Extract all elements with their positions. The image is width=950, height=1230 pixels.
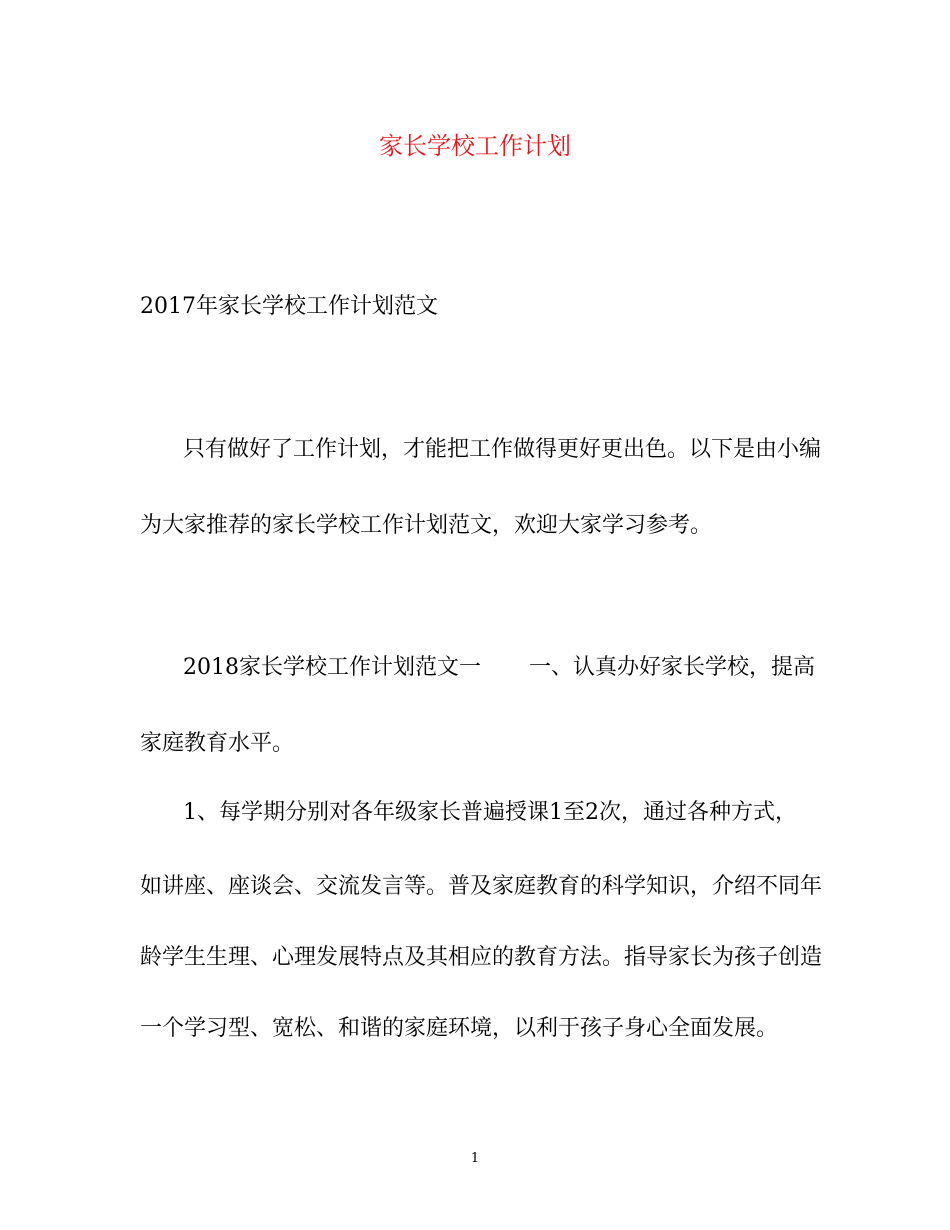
- section-heading-line-2: 家庭教育水平。: [140, 731, 295, 756]
- item1-line-1: 1、每学期分别对各年级家长普遍授课1至2次，通过各种方式，: [183, 800, 797, 825]
- intro-line-2: 为大家推荐的家长学校工作计划范文，欢迎大家学习参考。: [140, 513, 713, 538]
- section-heading-part-2: 一、认真办好家长学校，提高: [529, 655, 816, 680]
- item1-line-3: 龄学生生理、心理发展特点及其相应的教育方法。指导家长为孩子创造: [140, 945, 823, 970]
- page-number: 1: [470, 1151, 480, 1166]
- item1-line-4: 一个学习型、宽松、和谐的家庭环境，以利于孩子身心全面发展。: [140, 1016, 779, 1041]
- intro-line-1: 只有做好了工作计划，才能把工作做得更好更出色。以下是由小编: [183, 437, 822, 462]
- document-subtitle: 2017年家长学校工作计划范文: [140, 294, 438, 319]
- section-heading-line-1: [183, 652, 815, 684]
- item1-line-2: 如讲座、座谈会、交流发言等。普及家庭教育的科学知识，介绍不同年: [140, 874, 823, 899]
- page-title: 家长学校工作计划: [379, 132, 571, 160]
- section-heading-part-1: 2018家长学校工作计划范文一: [183, 655, 481, 680]
